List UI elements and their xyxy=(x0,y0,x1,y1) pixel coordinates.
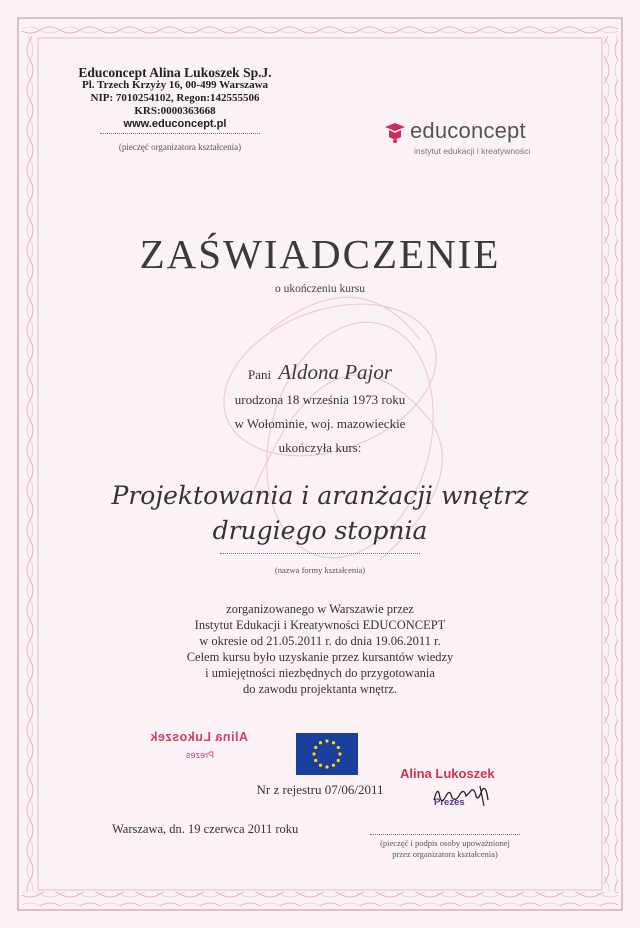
eu-star xyxy=(332,764,335,767)
eu-star xyxy=(319,764,322,767)
organizer-stamp xyxy=(60,66,290,131)
signature-caption xyxy=(360,838,530,860)
mirrored-stamp-name: Alina Lukoszek xyxy=(150,730,248,744)
org-line6: do zawodu projektanta wnętrz. xyxy=(242,682,398,696)
stamp-nip-regon: NIP: 7010254102, Regon:142555506 xyxy=(90,92,260,104)
stamp-dotted-line xyxy=(100,133,260,134)
eu-star xyxy=(312,752,315,755)
president-stamp-role: Prezes xyxy=(434,797,465,808)
stamp-caption: (pieczęć organizatora kształcenia) xyxy=(118,142,242,152)
org-line5: i umiejętności niezbędnych do przygotowania xyxy=(205,666,435,680)
org-line3: w okresie od 21.05.2011 r. do dnia 19.06.2011 r. xyxy=(199,634,441,648)
eu-star xyxy=(337,759,340,762)
mirrored-stamp xyxy=(150,728,248,760)
signature-dotted-line xyxy=(370,834,520,835)
stamp-website: www.educoncept.pl xyxy=(123,118,227,130)
eu-flag-icon xyxy=(296,733,358,775)
course-name-line1: Projektowania i aranżacji wnętrz xyxy=(111,481,529,510)
eu-star xyxy=(314,746,317,749)
org-line2: Instytut Edukacji i Kreatywności EDUCONCEPT xyxy=(194,618,446,632)
eu-stars xyxy=(296,733,358,775)
eu-star xyxy=(325,739,328,742)
org-line4: Celem kursu było uzyskanie przez kursantów wiedzy xyxy=(186,650,454,664)
recipient-birth-place: w Wołominie, woj. mazowieckie xyxy=(234,416,406,431)
signature-caption-line1: (pieczęć i podpis osoby upoważnionej xyxy=(380,838,510,848)
issue-date: Warszawa, dn. 19 czerwca 2011 roku xyxy=(112,822,299,836)
mirrored-stamp-role: Prezes xyxy=(186,750,215,760)
signature-caption-line2: przez organizatora kształcenia) xyxy=(392,849,498,859)
recipient-line xyxy=(0,360,640,385)
recipient-prefix: Pani xyxy=(247,367,272,382)
graduation-cap-icon xyxy=(382,121,408,145)
president-stamp-name: Alina Lukoszek xyxy=(400,766,495,781)
course-caption: (nazwa formy kształcenia) xyxy=(274,565,366,575)
certificate-title: ZAŚWIADCZENIE xyxy=(139,231,501,277)
eu-star xyxy=(314,759,317,762)
handwritten-signature xyxy=(430,780,500,810)
organization-paragraph xyxy=(0,601,640,697)
completed-label: ukończyła kurs: xyxy=(278,440,362,455)
logo-wordmark: educoncept xyxy=(410,118,526,143)
recipient-name: Aldona Pajor xyxy=(278,360,393,384)
stamp-krs: KRS:0000363668 xyxy=(134,105,216,117)
eu-star xyxy=(338,752,341,755)
org-line1: zorganizowanego w Warszawie przez xyxy=(226,602,414,616)
course-name-line2: drugiego stopnia xyxy=(212,516,428,545)
stamp-company-name: Educoncept Alina Lukoszek Sp.J. xyxy=(78,65,272,80)
recipient-birth-date: urodzona 18 września 1973 roku xyxy=(234,392,406,407)
course-name xyxy=(0,478,640,548)
certificate-subtitle: o ukończeniu kursu xyxy=(274,283,366,295)
eu-star xyxy=(325,765,328,768)
logo-tagline: instytut edukacji i kreatywności xyxy=(414,146,531,156)
eu-star xyxy=(319,741,322,744)
register-number: Nr z rejestru 07/06/2011 xyxy=(256,782,384,797)
stamp-address: Pl. Trzech Krzyży 16, 00-499 Warszawa xyxy=(81,79,269,91)
eu-star xyxy=(332,741,335,744)
course-dotted-line xyxy=(220,553,420,554)
eu-star xyxy=(337,746,340,749)
